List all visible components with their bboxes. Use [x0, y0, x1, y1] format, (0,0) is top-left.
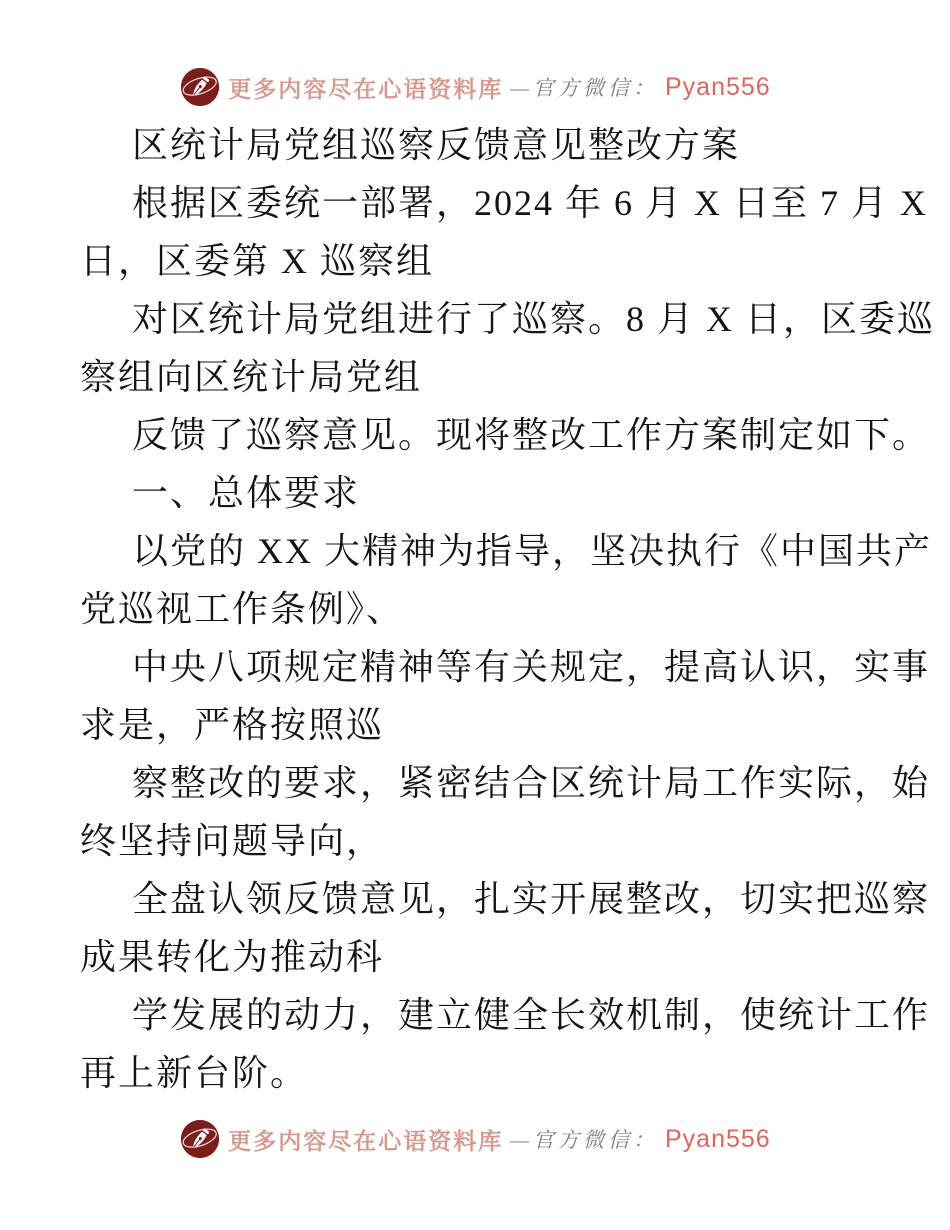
- watermark-wechat-id: Pyan556: [664, 1124, 771, 1153]
- text-line: 再上新台阶。: [80, 1053, 309, 1093]
- document-body-lines: [80, 174, 935, 1102]
- text-line: 党巡视工作条例》、: [80, 589, 405, 629]
- footer-watermark: [0, 1118, 950, 1160]
- document-content: [80, 116, 935, 1102]
- text-line: 一、总体要求: [132, 473, 361, 513]
- text-line: 日，区委第 X 巡察组: [80, 241, 434, 281]
- pen-nib-logo-icon: [179, 1118, 221, 1160]
- text-line: 成果转化为推动科: [80, 937, 385, 977]
- text-line: 根据区委统一部署，2024 年 6 月 X 日至 7 月 X: [132, 183, 928, 223]
- pen-nib-logo-icon: [179, 66, 221, 108]
- watermark-brand-text: 更多内容尽在心语资料库: [228, 1128, 504, 1154]
- document-title: 区统计局党组巡察反馈意见整改方案: [132, 125, 741, 165]
- text-line: 察组向区统计局党组: [80, 357, 423, 397]
- text-line: 反馈了巡察意见。现将整改工作方案制定如下。: [132, 415, 931, 455]
- watermark-brand-text: 更多内容尽在心语资料库: [228, 76, 504, 102]
- text-line: 学发展的动力，建立健全长效机制，使统计工作: [132, 995, 931, 1035]
- watermark-wechat-label: —官方微信：: [510, 76, 658, 100]
- text-line: 对区统计局党组进行了巡察。8 月 X 日，区委巡: [132, 299, 935, 339]
- text-line: 察整改的要求，紧密结合区统计局工作实际，始: [132, 763, 931, 803]
- text-line: 全盘认领反馈意见，扎实开展整改，切实把巡察: [132, 879, 931, 919]
- watermark-wechat-id: Pyan556: [664, 72, 771, 101]
- text-line: 求是，严格按照巡: [80, 705, 385, 745]
- text-line: 中央八项规定精神等有关规定，提高认识，实事: [132, 647, 931, 687]
- header-watermark: [0, 66, 950, 108]
- text-line: 以党的 XX 大精神为指导，坚决执行《中国共产: [132, 531, 932, 571]
- watermark-wechat-label: —官方微信：: [510, 1128, 658, 1152]
- text-line: 终坚持问题导向，: [80, 821, 385, 861]
